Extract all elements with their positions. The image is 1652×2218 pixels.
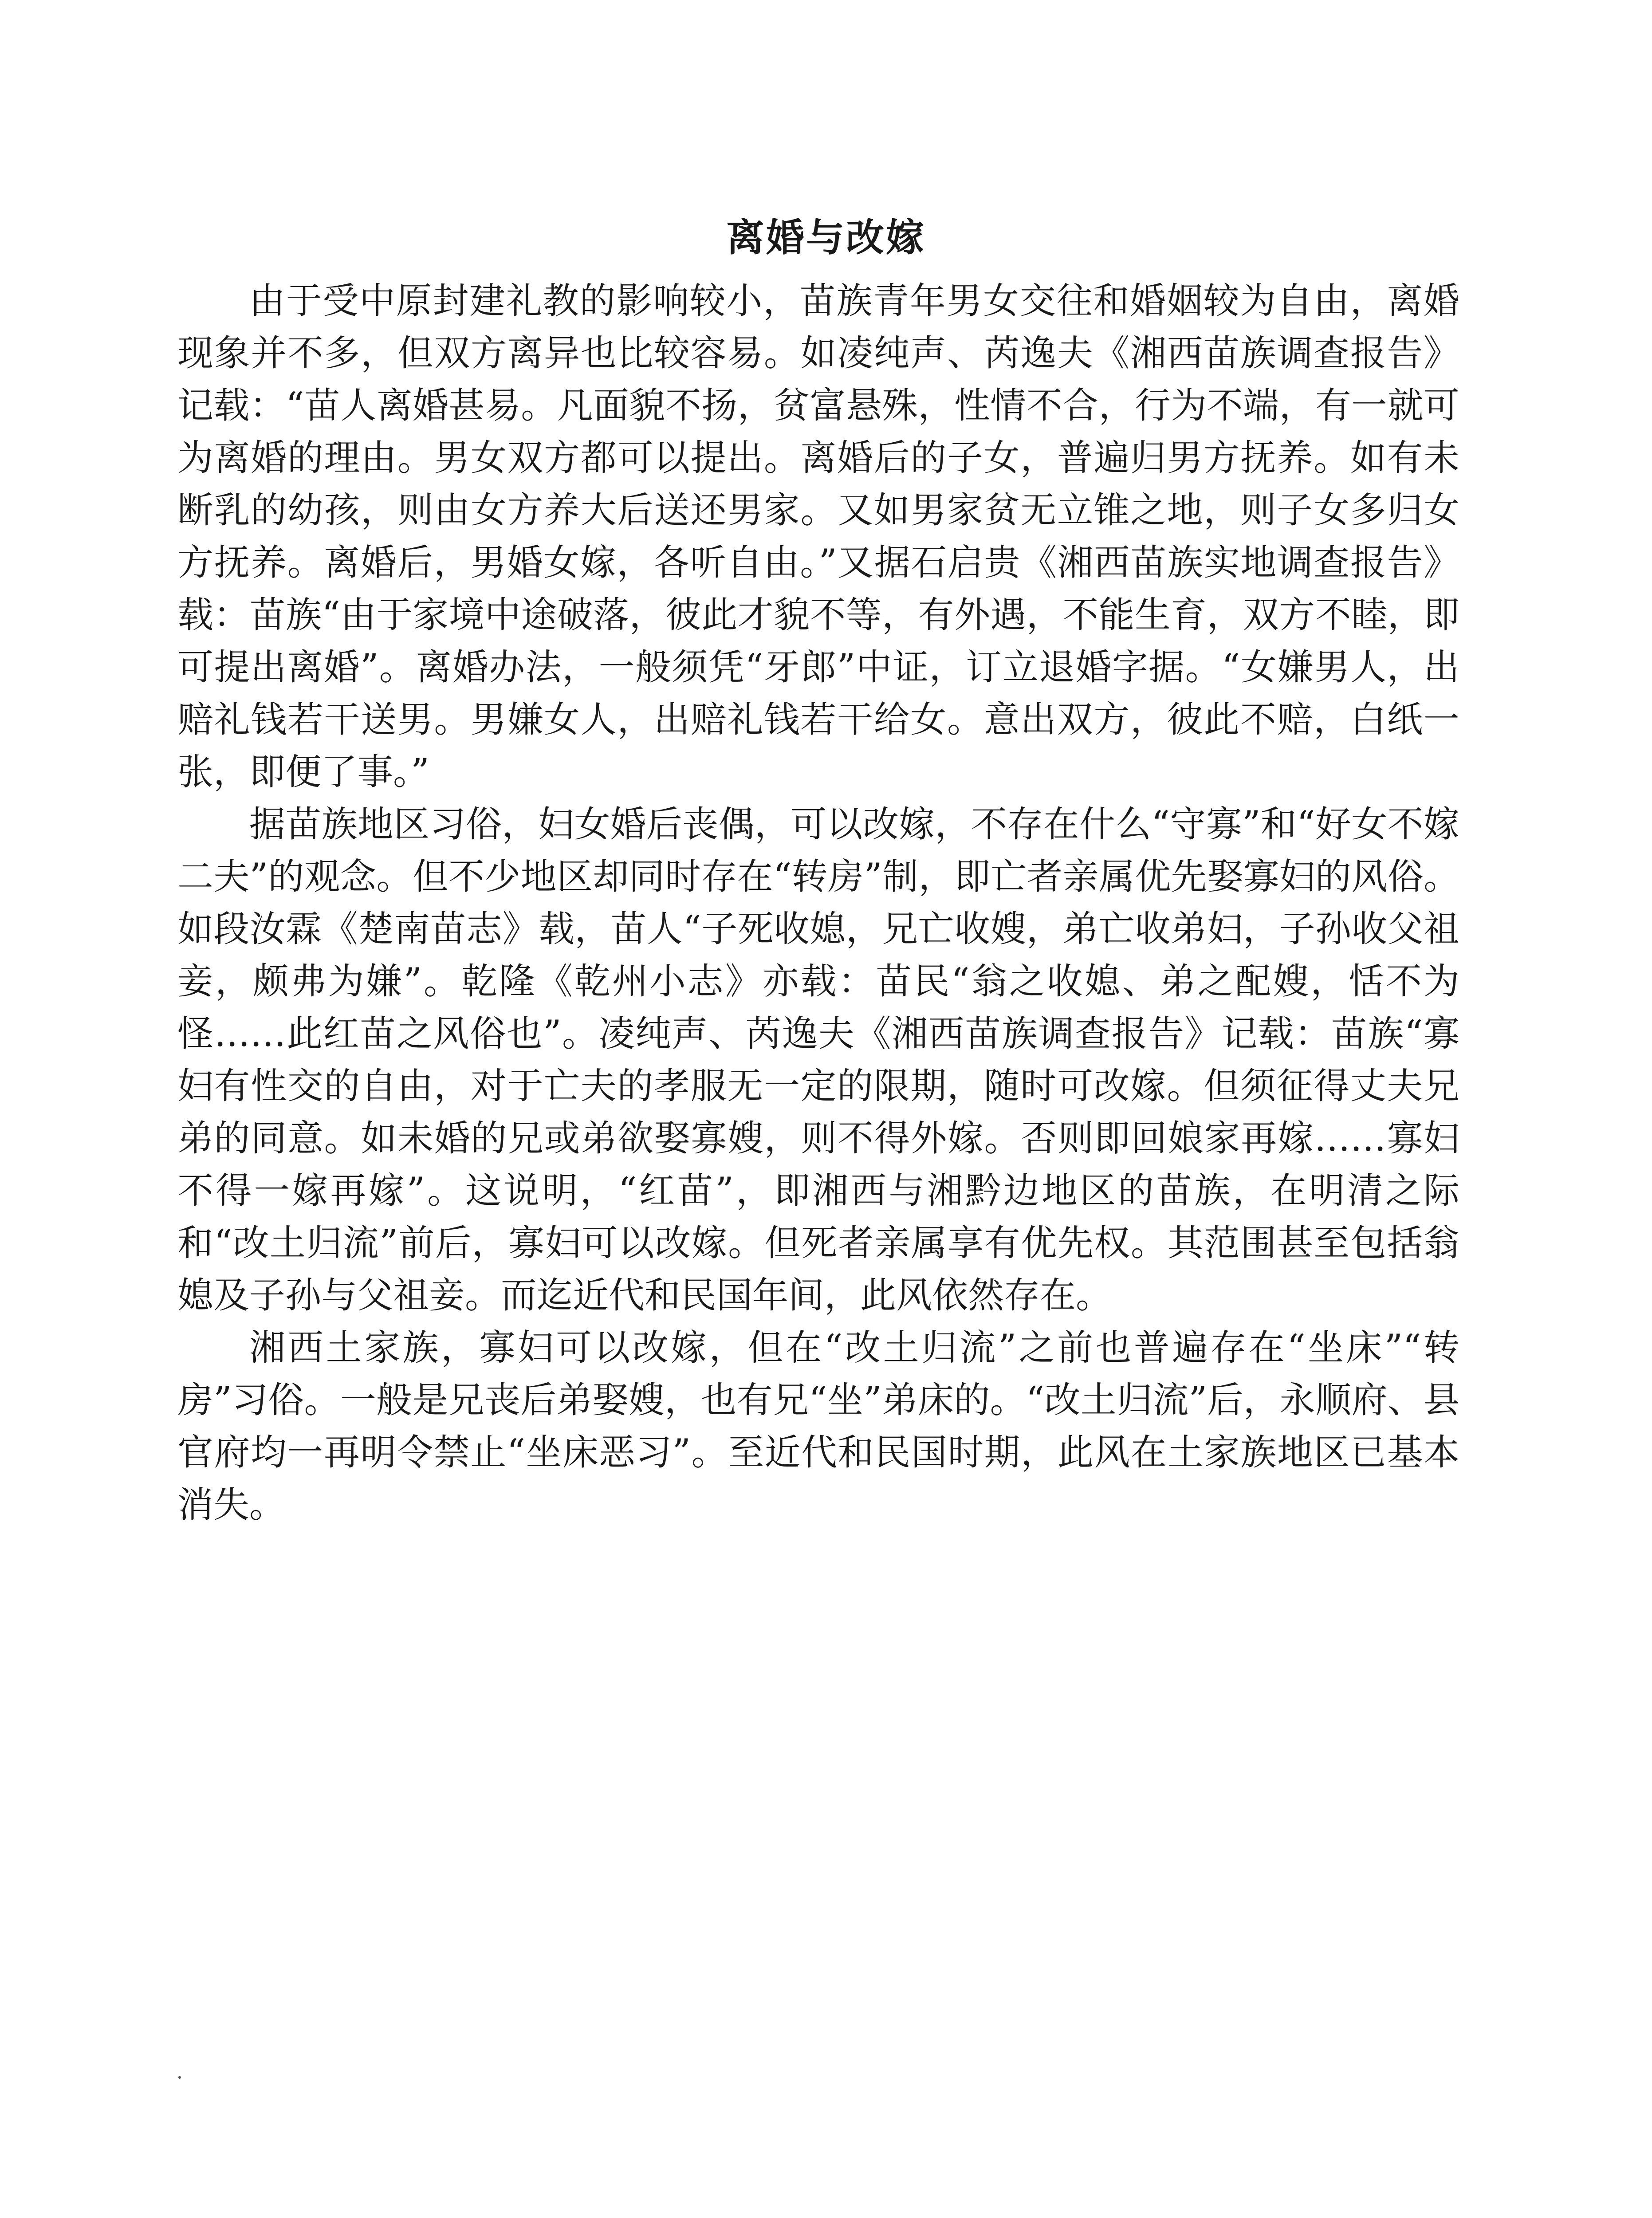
section-title: 离婚与改嫁: [726, 215, 926, 260]
paragraph-3: 湘西土家族，寡妇可以改嫁，但在“改土归流”之前也普遍存在“坐床”“转房”习俗。一般是兄丧后弟娶嫂，也有兄“坐”弟床的。“改土归流”后，永顺府、县官府均一再明令禁止“坐床恶习”。至近代和民国时期，此风在土家族地区已基本消失。: [177, 1327, 1459, 1526]
paragraph-2: 据苗族地区习俗，妇女婚后丧偶，可以改嫁，不存在什么“守寡”和“好女不嫁二夫”的观念。但不少地区却同时存在“转房”制，即亡者亲属优先娶寡妇的风俗。如段汝霖《楚南苗志》载，苗人“子死收媳，兄亡收嫂，弟亡收弟妇，子孙收父祖妾，颇弗为嫌”。乾隆《乾州小志》亦载：苗民“翁之收媳、弟之配嫂，恬不为怪……此红苗之风俗也”。凌纯声、芮逸夫《湘西苗族调查报告》记载：苗族“寡妇有性交的自由，对于亡夫的孝服无一定的限期，随时可改嫁。但须征得丈夫兄弟的同意。如未婚的兄或弟欲娶寡嫂，则不得外嫁。否则即回娘家再嫁……寡妇不得一嫁再嫁”。这说明，“红苗”，即湘西与湘黔边地区的苗族，在明清之际和“改土归流”前后，寡妇可以改嫁。但死者亲属享有优先权。其范围甚至包括翁媳及子孙与父祖妾。而迄近代和民国年间，此风依然存在。: [177, 804, 1459, 1317]
paragraph-1: 由于受中原封建礼教的影响较小，苗族青年男女交往和婚姻较为自由，离婚现象并不多，但双方离异也比较容易。如凌纯声、芮逸夫《湘西苗族调查报告》记载：“苗人离婚甚易。凡面貌不扬，贫富悬殊，性情不合，行为不端，有一就可为离婚的理由。男女双方都可以提出。离婚后的子女，普遍归男方抚养。如有未断乳的幼孩，则由女方养大后送还男家。又如男家贫无立锥之地，则子女多归女方抚养。离婚后，男婚女嫁，各听自由。”又据石启贵《湘西苗族实地调查报告》载：苗族“由于家境中途破落，彼此才貌不等，有外遇，不能生育，双方不睦，即可提出离婚”。离婚办法，一般须凭“牙郎”中证，订立退婚字据。“女嫌男人，出赔礼钱若干送男。男嫌女人，出赔礼钱若干给女。意出双方，彼此不赔，白纸一张，即便了事。”: [177, 280, 1459, 793]
body-text: [177, 275, 1459, 1531]
print-speck: [178, 2076, 181, 2079]
